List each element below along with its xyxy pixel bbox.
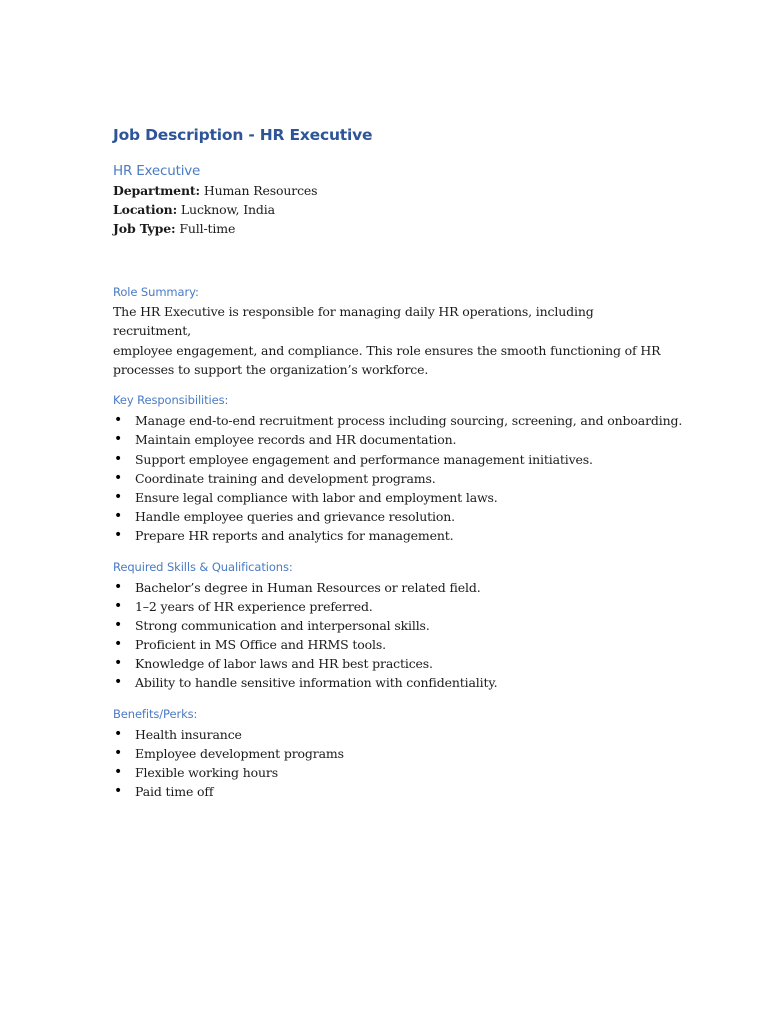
list-item-text: Support employee engagement and performance management initiatives.: [135, 451, 593, 467]
bullet-icon: •: [114, 450, 123, 467]
meta-department-value: Human Resources: [203, 183, 318, 198]
bullet-icon: •: [114, 431, 123, 448]
document-title: Job Description - HR Executive: [113, 126, 373, 144]
list-item-text: Bachelor’s degree in Human Resources or related field.: [135, 579, 481, 595]
list-item: [113, 597, 673, 616]
role-summary-line: employee engagement, and compliance. This role ensures the smooth functioning of HR: [113, 342, 661, 358]
responsibilities-heading: Key Responsibilities:: [113, 393, 229, 408]
list-item: [113, 763, 673, 782]
bullet-icon: •: [114, 725, 123, 742]
list-item-text: Manage end-to-end recruitment process including sourcing, screening, and onboarding.: [135, 413, 683, 429]
meta-location-label: Location:: [113, 202, 178, 217]
skills-list: [113, 578, 673, 693]
bullet-icon: •: [114, 764, 123, 780]
meta-job-type-value: Full-time: [179, 221, 236, 236]
role-summary-line: processes to support the organization’s workforce.: [113, 361, 429, 377]
benefits-heading: Benefits/Perks:: [113, 706, 198, 721]
bullet-icon: •: [114, 469, 123, 486]
list-item-text: Paid time off: [135, 784, 214, 800]
role-summary-text: [113, 302, 673, 379]
list-item: [113, 635, 673, 654]
meta-job-type: [113, 219, 673, 238]
list-item-text: Health insurance: [135, 726, 242, 742]
list-item: [113, 488, 673, 507]
list-item: [113, 654, 673, 673]
list-item-text: Maintain employee records and HR documentation.: [135, 432, 457, 448]
meta-department: [113, 181, 673, 200]
list-item-text: Ensure legal compliance with labor and employment laws.: [135, 489, 498, 505]
bullet-icon: •: [114, 578, 123, 595]
role-title: HR Executive: [113, 163, 201, 179]
list-item: [113, 507, 673, 526]
list-item: [113, 450, 673, 469]
responsibilities-list: [113, 411, 683, 545]
list-item: [113, 430, 673, 449]
list-item-text: Employee development programs: [135, 745, 344, 761]
bullet-icon: •: [114, 783, 123, 800]
list-item-text: Proficient in MS Office and HRMS tools.: [135, 637, 386, 653]
bullet-icon: •: [114, 744, 123, 761]
job-meta: [113, 181, 673, 238]
list-item: [113, 744, 673, 763]
list-item-text: Knowledge of labor laws and HR best practices.: [135, 656, 433, 672]
list-item: [113, 411, 683, 430]
list-item-text: Strong communication and interpersonal skills.: [135, 617, 430, 633]
bullet-icon: •: [114, 412, 123, 429]
bullet-icon: •: [114, 488, 123, 505]
list-item-text: Handle employee queries and grievance resolution.: [135, 509, 455, 525]
bullet-icon: •: [114, 527, 123, 544]
list-item: [113, 782, 673, 801]
list-item-text: Ability to handle sensitive information with confidentiality.: [135, 675, 498, 691]
role-summary-line: The HR Executive is responsible for managing daily HR operations, including recruitment,: [113, 304, 594, 339]
list-item: [113, 578, 673, 597]
bullet-icon: •: [114, 636, 123, 653]
meta-location: [113, 200, 673, 219]
list-item: [113, 526, 673, 545]
list-item: [113, 616, 673, 635]
bullet-icon: •: [114, 655, 123, 672]
meta-location-value: Lucknow, India: [180, 202, 275, 217]
list-item-text: Prepare HR reports and analytics for management.: [135, 528, 454, 544]
meta-job-type-label: Job Type:: [113, 221, 176, 236]
meta-department-label: Department:: [113, 183, 200, 198]
list-item-text: 1–2 years of HR experience preferred.: [135, 598, 373, 614]
bullet-icon: •: [114, 674, 123, 691]
list-item: [113, 469, 673, 488]
role-summary-heading: Role Summary:: [113, 285, 199, 299]
document-page: [113, 124, 683, 801]
bullet-icon: •: [114, 508, 123, 525]
list-item: [113, 725, 673, 744]
list-item: [113, 673, 673, 692]
bullet-icon: •: [114, 597, 123, 614]
skills-heading: Required Skills & Qualifications:: [113, 559, 293, 574]
list-item-text: Flexible working hours: [135, 765, 279, 780]
benefits-list: [113, 725, 673, 802]
list-item-text: Coordinate training and development programs.: [135, 470, 436, 486]
bullet-icon: •: [114, 616, 123, 633]
